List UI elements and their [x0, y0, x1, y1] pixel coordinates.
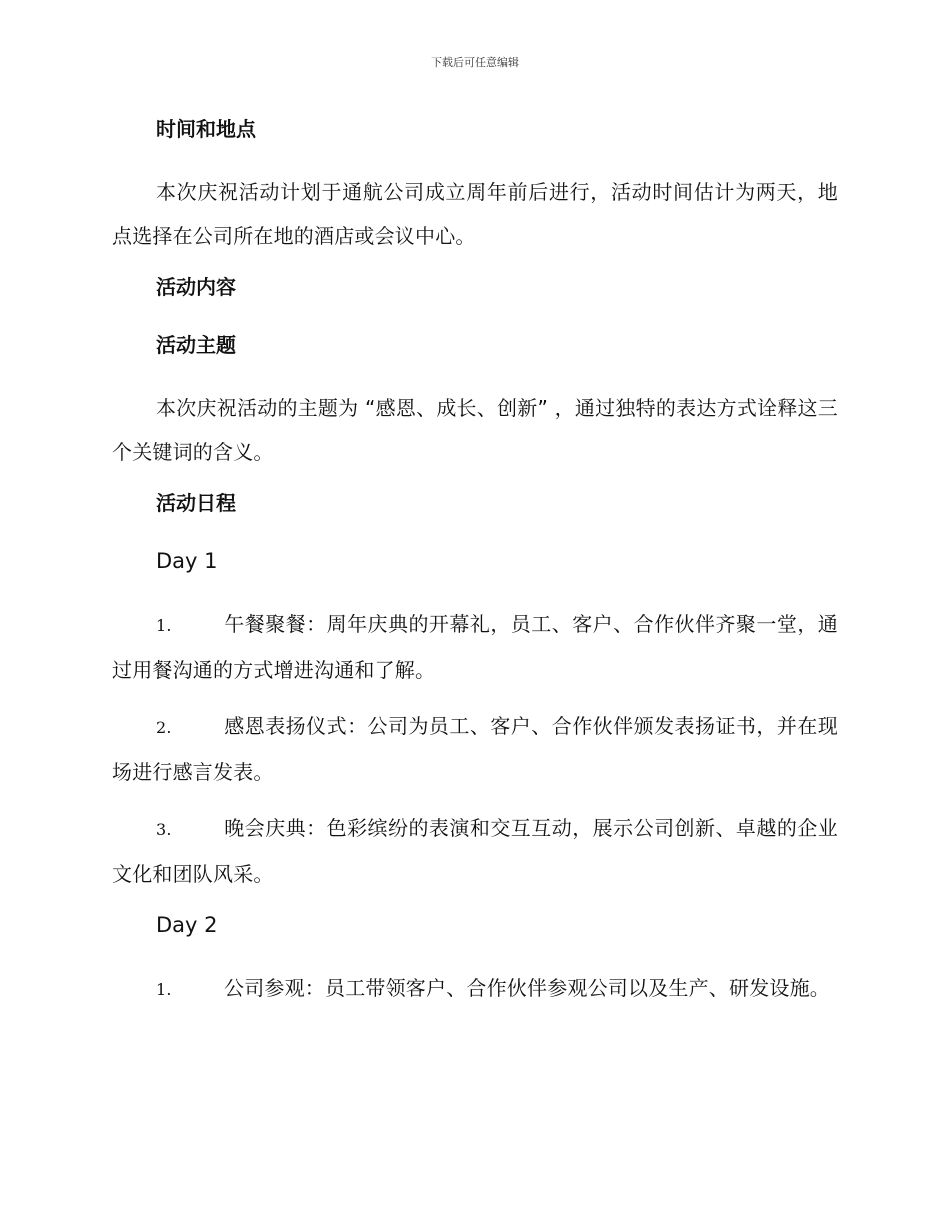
document-body	[112, 112, 838, 1024]
heading-activity-schedule: 活动日程	[156, 491, 236, 515]
header-note: 下载后可任意编辑	[431, 56, 519, 69]
heading-activity-content: 活动内容	[156, 275, 236, 299]
heading-day-2: Day 2	[156, 913, 218, 937]
list-item-day1-1	[112, 602, 838, 692]
list-number: 2.	[156, 718, 172, 737]
list-item-day1-3	[112, 806, 838, 896]
heading-day-1: Day 1	[156, 549, 218, 573]
list-item-text: 公司参观：员工带领客户、合作伙伴参观公司以及生产、研发设施。	[224, 976, 830, 1000]
list-number: 1.	[156, 980, 172, 999]
list-item-day2-1	[112, 966, 838, 1012]
paragraph-time-place: 本次庆祝活动计划于通航公司成立周年前后进行，活动时间估计为两天，地点选择在公司所在地的酒店或会议中心。	[112, 180, 838, 248]
list-item-text: 晚会庆典：色彩缤纷的表演和交互互动，展示公司创新、卓越的企业文化和团队风采。	[112, 816, 838, 886]
list-item-text: 感恩表扬仪式：公司为员工、客户、合作伙伴颁发表扬证书，并在现场进行感言发表。	[112, 714, 838, 784]
list-item-text: 午餐聚餐：周年庆典的开幕礼，员工、客户、合作伙伴齐聚一堂，通过用餐沟通的方式增进沟通和了解。	[112, 612, 838, 682]
heading-time-place: 时间和地点	[156, 117, 256, 141]
list-number: 3.	[156, 820, 172, 839]
paragraph-activity-theme: 本次庆祝活动的主题为 “感恩、成长、创新” ，通过独特的表达方式诠释这三个关键词的含义。	[112, 396, 838, 464]
list-number: 1.	[156, 616, 172, 635]
list-item-day1-2	[112, 704, 838, 794]
heading-activity-theme: 活动主题	[156, 333, 236, 357]
